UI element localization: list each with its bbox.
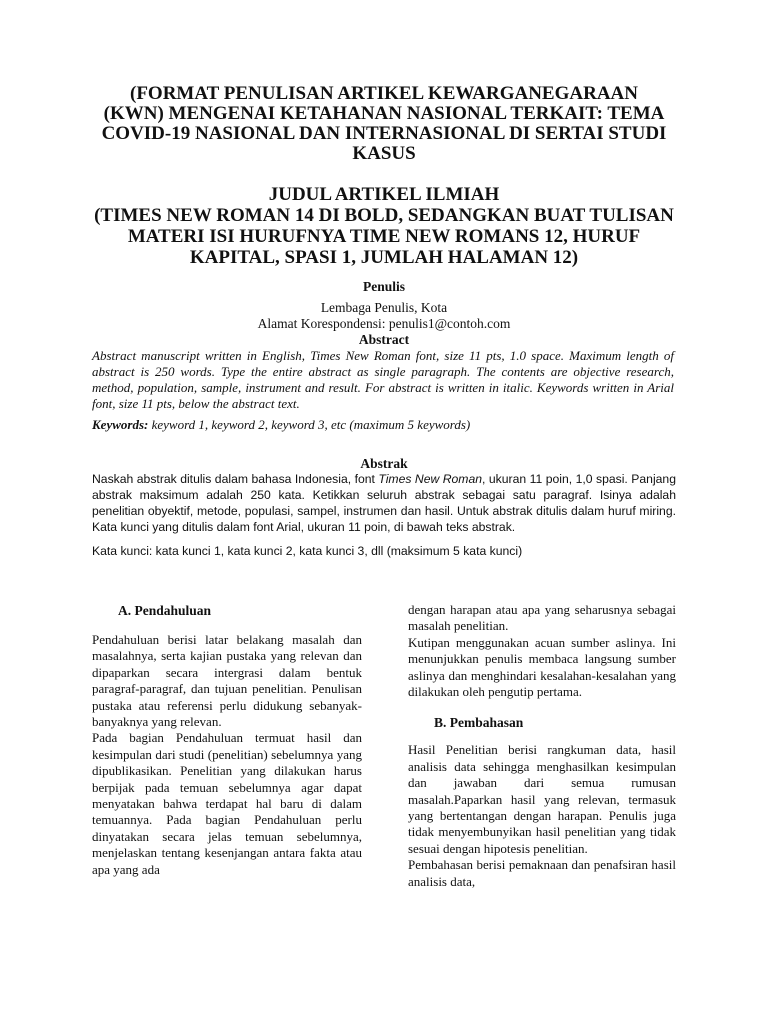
article-title-line1: JUDUL ARTIKEL ILMIAH — [268, 184, 500, 205]
right-column — [408, 602, 676, 890]
abstract-heading: Abstract — [358, 332, 410, 347]
abstrak-text-italic: Times New Roman — [378, 472, 483, 486]
section-a-continued-paragraph: dengan harapan atau apa yang seharusnya sebagai masalah penelitian. — [408, 602, 676, 634]
abstrak-text — [92, 471, 676, 535]
abstrak-keywords: Kata kunci: kata kunci 1, kata kunci 2, kata kunci 3, dll (maksimum 5 kata kunci) — [92, 544, 523, 558]
format-title: (FORMAT PENULISAN ARTIKEL KEWARGANEGARAAN (KWN) MENGENAI KETAHANAN NASIONAL TERKAIT: TEMA COVID-19 NASIONAL DAN INTERNASIONAL DI SERTAI STUDI KASUS — [101, 83, 667, 164]
section-a-paragraph-1: Pendahuluan berisi latar belakang masalah dan masalahnya, serta kajian pustaka yang relevan dan dipaparkan secara intergrasi dalam bentuk paragraf-paragraf, dan tujuan penelitian. Penulisan pustaka atau referensi perlu didukung sebanyak-banyaknya yang relevan. — [92, 632, 362, 730]
left-column — [92, 602, 362, 878]
abstrak-text-part2: , ukuran 11 poin, 1,0 spasi. Panjang abstrak maksimum adalah 250 kata. Ketikkan seluruh abstrak sebagai satu paragraf. Isinya adalah penelitian obyektif, metode, populasi, sampel, instrumen dan hasil. Untuk abstrak ditulis dalam huruf miring. Kata kunci yang ditulis dalam font Arial, ukuran 11 poin, di bawah teks abstrak. — [92, 472, 676, 534]
keywords-label: Keywords: — [92, 417, 149, 432]
section-b-paragraph-1: Hasil Penelitian berisi rangkuman data, hasil analisis data sehingga menghasilkan kesimpulan dan jawaban dari semua rumusan masalah.Paparkan hasil yang relevan, termasuk yang bertentangan dengan harapan. Penulis juga tidak menyembunyikan hasil penelitian yang tidak sesuai dengan hipotesis penelitian. — [408, 742, 676, 856]
author-institution: Lembaga Penulis, Kota — [320, 300, 448, 315]
abstrak-text-part1: Naskah abstrak ditulis dalam bahasa Indonesia, font — [92, 472, 379, 486]
author-label: Penulis — [362, 279, 405, 294]
abstrak-heading: Abstrak — [360, 456, 408, 471]
section-b-paragraph-2: Pembahasan berisi pemaknaan dan penafsiran hasil analisis data, — [408, 857, 676, 889]
author-address: Alamat Korespondensi: penulis1@contoh.com — [257, 316, 511, 331]
article-title-line2: (TIMES NEW ROMAN 14 DI BOLD, SEDANGKAN BUAT TULISAN MATERI ISI HURUFNYA TIME NEW ROMANS 12, HURUF KAPITAL, SPASI 1, JUMLAH HALAMAN 12) — [94, 205, 674, 268]
article-title — [84, 184, 684, 268]
abstract-keywords — [92, 417, 692, 433]
keywords-text: keyword 1, keyword 2, keyword 3, etc (maximum 5 keywords) — [148, 417, 471, 432]
section-a-paragraph-3: Kutipan menggunakan acuan sumber aslinya. Ini menunjukkan penulis membaca langsung sumber aslinya dan menghindari kesalahan-kesalahan yang dilakukan oleh pengutip pertama. — [408, 634, 676, 700]
section-a-paragraph-2: Pada bagian Pendahuluan termuat hasil dan kesimpulan dari studi (penelitian) sebelumnya yang dipublikasikan. Penelitian yang dilakukan harus berpijak pada temuan sebelumnya agar dapat menyatakan bahwa terdapat hal baru di dalam temuannya. Pada bagian Pendahuluan perlu dinyatakan secara jelas temuan sebelumnya, menjelaskan tentang kesenjangan antara fakta atau apa yang ada — [92, 730, 362, 877]
section-a-heading: A. Pendahuluan — [118, 603, 212, 618]
section-b-heading: B. Pembahasan — [434, 715, 524, 731]
abstract-text: Abstract manuscript written in English, Times New Roman font, size 11 pts, 1.0 space. Maximum length of abstract is 250 words. Type the entire abstract as single paragraph. The contents are objective research, method, population, sample, instrument and result. For abstract is written in italic. Keywords written in Arial font, size 11 pts, below the abstract text. — [92, 348, 674, 411]
